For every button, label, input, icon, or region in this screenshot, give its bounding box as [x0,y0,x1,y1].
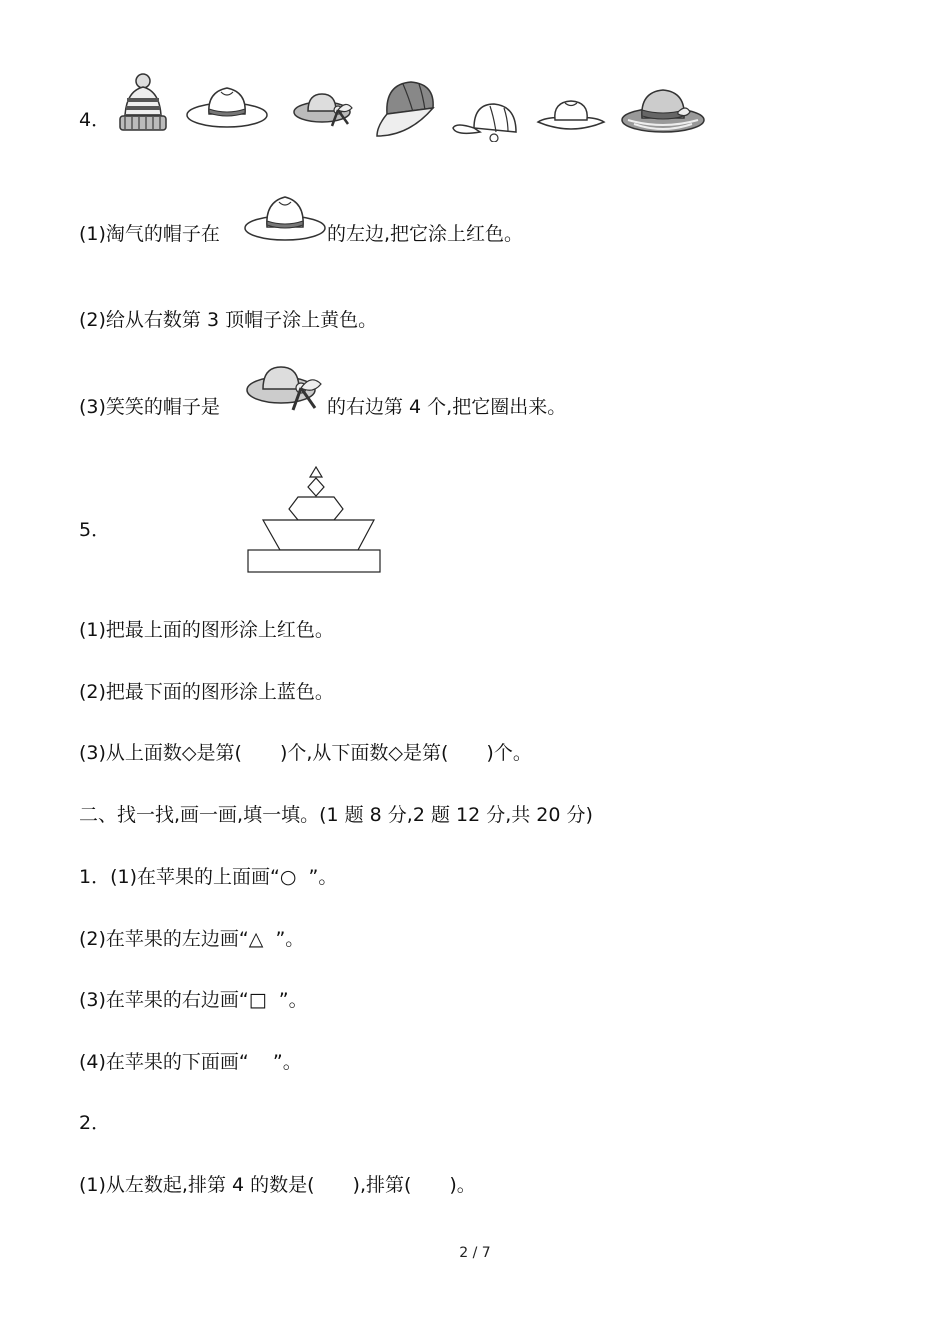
q5-number: 5． [79,519,111,541]
s2-q2-number: 2． [79,1112,111,1134]
q5-sub1: (1)把最上面的图形涂上红色。 [79,619,334,641]
s2-q1-1: 1．(1)在苹果的上面画“○ ”。 [79,866,338,888]
s2-q1-4: (4)在苹果的下面画“ ”。 [79,1051,302,1073]
s2-q1-2: (2)在苹果的左边画“△ ”。 [79,928,305,950]
bow-hat-icon [292,90,356,132]
small-brim-hat-icon [535,96,607,136]
sun-hat-icon [185,82,269,132]
trapezoid-shape [263,520,374,550]
ribbon-fedora-icon [620,86,706,136]
cap-icon [373,78,439,140]
s2-q2-1: (1)从左数起,排第 4 的数是( ),排第( )。 [79,1174,476,1196]
diamond-shape [308,478,324,496]
s2-q1-3: (3)在苹果的右边画“□ ”。 [79,989,308,1011]
shape-stack-figure [246,466,384,576]
q4-number: 4． [79,109,111,131]
sun-hat-icon [243,192,327,244]
q4-sub1-text-after: 的左边,把它涂上红色。 [327,223,524,245]
q4-sub1-text-before: (1)淘气的帽子在 [79,223,220,245]
rectangle-shape [248,550,380,572]
hexagon-shape [289,497,343,520]
q4-sub2: (2)给从右数第 3 顶帽子涂上黄色。 [79,309,378,331]
small-triangle-shape [310,467,322,477]
bow-hat-icon [245,362,325,416]
page-number: 2 / 7 [459,1245,491,1261]
q5-sub3: (3)从上面数◇是第( )个,从下面数◇是第( )个。 [79,742,532,764]
q4-sub3-text-after: 的右边第 4 个,把它圈出来。 [327,396,567,418]
knit-beanie-icon [117,72,169,134]
baseball-cap-icon [450,98,520,142]
section2-heading: 二、找一找,画一画,填一填。(1 题 8 分,2 题 12 分,共 20 分) [79,804,593,826]
q5-sub2: (2)把最下面的图形涂上蓝色。 [79,681,334,703]
q4-sub3-text-before: (3)笑笑的帽子是 [79,396,220,418]
